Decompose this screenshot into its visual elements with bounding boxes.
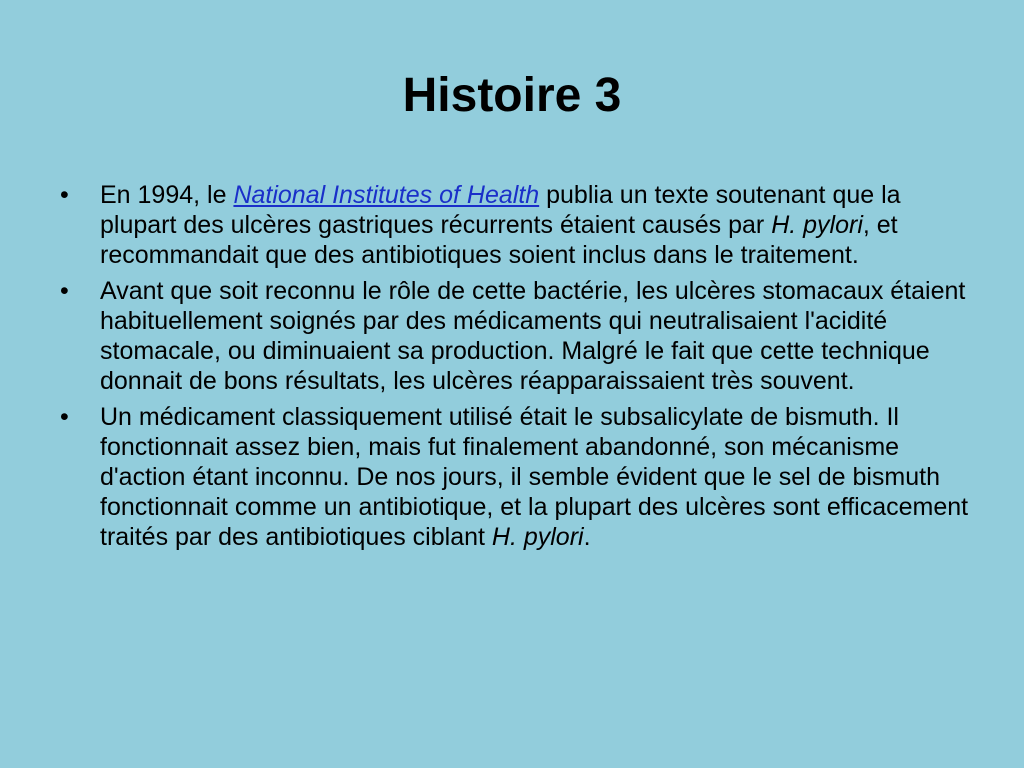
italic-species-name: H. pylori xyxy=(491,523,584,551)
slide-title: Histoire 3 xyxy=(402,69,622,122)
bullet-text: Un médicament classiquement utilisé était le subsalicylate de bismuth. Il fonctionnait assez bien, mais fut finalement abandonné, son mécanisme d'action étant inconnu. De nos jours, il semble évident que le sel de bismuth fonctionnait comme un antibiotique, et la plupart des ulcères sont efficacement traités par des antibiotiques ciblant xyxy=(100,403,969,551)
national-institutes-of-health-link[interactable]: National Institutes of Health xyxy=(233,181,540,209)
bullet-text: , et recommandait que des antibiotiques soient inclus dans le traitement. xyxy=(100,211,898,269)
bullet-icon: • xyxy=(60,181,69,209)
bullet-text: Avant que soit reconnu le rôle de cette bactérie, les ulcères stomacaux étaient habituellement soignés par des médicaments qui neutralisaient l'acidité stomacale, ou diminuaient sa production. Malgré le fait que cette technique donnait de bons résultats, les ulcères réapparaissaient très souvent. xyxy=(100,277,966,395)
bullet-text: . xyxy=(583,523,591,551)
bullet-item-1 xyxy=(60,180,975,270)
bullet-text: En 1994, le xyxy=(100,181,234,209)
bullet-text: publia un texte soutenant que la plupart des ulcères gastriques récurrents étaient causés par xyxy=(100,181,901,239)
bullet-item-2 xyxy=(60,276,975,396)
bullet-icon: • xyxy=(60,277,69,305)
bullet-icon: • xyxy=(60,403,69,431)
bullet-item-3 xyxy=(60,402,975,552)
bullet-list xyxy=(60,180,975,558)
italic-species-name: H. pylori xyxy=(771,211,863,239)
